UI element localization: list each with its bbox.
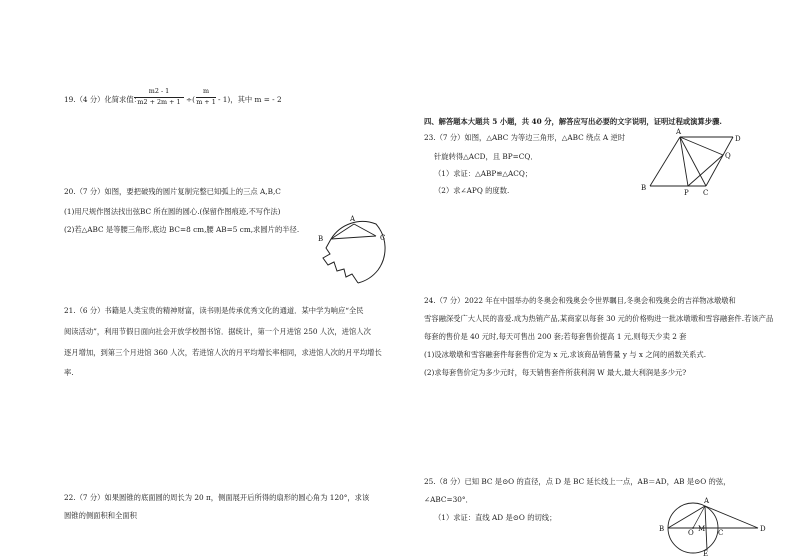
q24-line2: 雪容融深受广大人民的喜爱.成为热销产品,某商家以每套 30 元的价格购进一批冰墩墩和雪容融套件.若该产品 [424,314,774,323]
q23-line4: （2）求∠APQ 的度数. [434,186,510,195]
q22-line1: 22.（7 分）如果圆锥的底面圆的周长为 20 π，侧面展开后所得的扇形的圆心角为 120°，求该 [64,493,370,502]
q21-line3: 逐月增加，到第三个月进馆 360 人次，若进馆人次的月平均增长率相同，求进馆人次的月平均增长 [64,348,382,357]
q20-line3: (2)若△ABC 是等腰三角形,底边 BC=8 cm,腰 AB=5 cm,求圆片的半径. [64,225,300,234]
q19-suffix: - 1)，其中 m = - 2 [218,95,282,104]
q23-line2: 针旋转得△ACD，且 BP=CQ． [434,152,538,161]
q20-label-a: A [350,215,356,223]
q24-line5: (2)求每套售价定为多少元时，每天销售套件所获利润 W 最大,最大利润是多少元? [424,368,687,377]
q20-line1: 20.（7 分）如图，要把破残的圆片复制完整已知弧上的三点 A,B,C [64,187,281,196]
q20-line2: (1)用尺规作图法找出弦BC 所在圆的圆心.(保留作图痕迹,不写作法) [64,207,281,216]
q25-label-a: A [704,497,710,505]
q19-fraction1-denominator: m2 + 2m + 1 [137,98,181,106]
q21-line2: 阅读活动”，利用节假日面向社会开放学校图书馆．据统计，第一个月进馆 250 人次，进馆人次 [64,327,371,336]
q25-label-m: M [698,525,706,533]
q19-divide-operator: ÷( [186,95,195,104]
q25-label-b: B [659,525,665,533]
q19-prefix: 19.（4 分）化简求值： [64,95,141,104]
q23-label-c: C [703,189,709,197]
q24-line4: (1)设冰墩墩和雪容融套件每套售价定为 x 元,求该商品销售量 y 与 x 之间的函数关系式. [424,350,707,359]
q24-line1: 24.（7 分）2022 年在中国举办的冬奥会和残奥会令世界瞩目,冬奥会和残奥会的吉祥物冰墩墩和 [424,296,736,305]
q25-label-d: D [760,525,766,533]
q23-label-d: D [735,135,741,143]
q25-label-c: C [718,529,724,537]
q19-fraction2-denominator: m + 1 [196,98,216,106]
q21-line1: 21.（6 分）书籍是人类宝贵的精神财富，读书则是传承优秀文化的通道．某中学为响应“全民 [64,306,364,315]
q25-label-o: O [688,529,694,537]
q19-fraction1-numerator: m2 - 1 [148,87,170,95]
q25-label-e: E [703,550,709,558]
q23-label-b: B [641,184,647,192]
q25-segment-ad [705,506,758,528]
q25-line2: ∠ABC=30°． [424,495,473,504]
q23-label-a: A [676,128,682,136]
q24-line3: 每套的售价是 40 元时,每天可售出 200 套;若每套售价提高 1 元,则每天少卖 2 套 [424,332,687,341]
q19-fraction2-numerator: m [202,87,210,95]
section4-header: 四、解答题本大题共 5 小题，共 40 分，解答应写出必要的文字说明，证明过程或演算步骤. [424,117,722,126]
q20-label-b: B [318,235,324,243]
q21-line4: 率. [64,368,74,377]
q23-label-q: Q [725,152,731,160]
q20-label-c: C [380,234,386,242]
q23-label-p: P [684,189,689,197]
q23-line1: 23.（7 分）如图，△ABC 为等边三角形，△ABC 绕点 A 逆时 [424,133,626,142]
q23-line3: （1）求证：△ABP≌△ACQ； [434,169,533,178]
q25-line1: 25.（8 分）已知 BC 是⊙O 的直径，点 D 是 BC 延长线上一点，AB＝AD，AB 是⊙O 的弦， [424,477,731,486]
q25-line3: （1）求证：直线 AD 是⊙O 的切线； [434,513,557,522]
q22-line2: 圆锥的侧面积和全面积 [64,511,137,520]
